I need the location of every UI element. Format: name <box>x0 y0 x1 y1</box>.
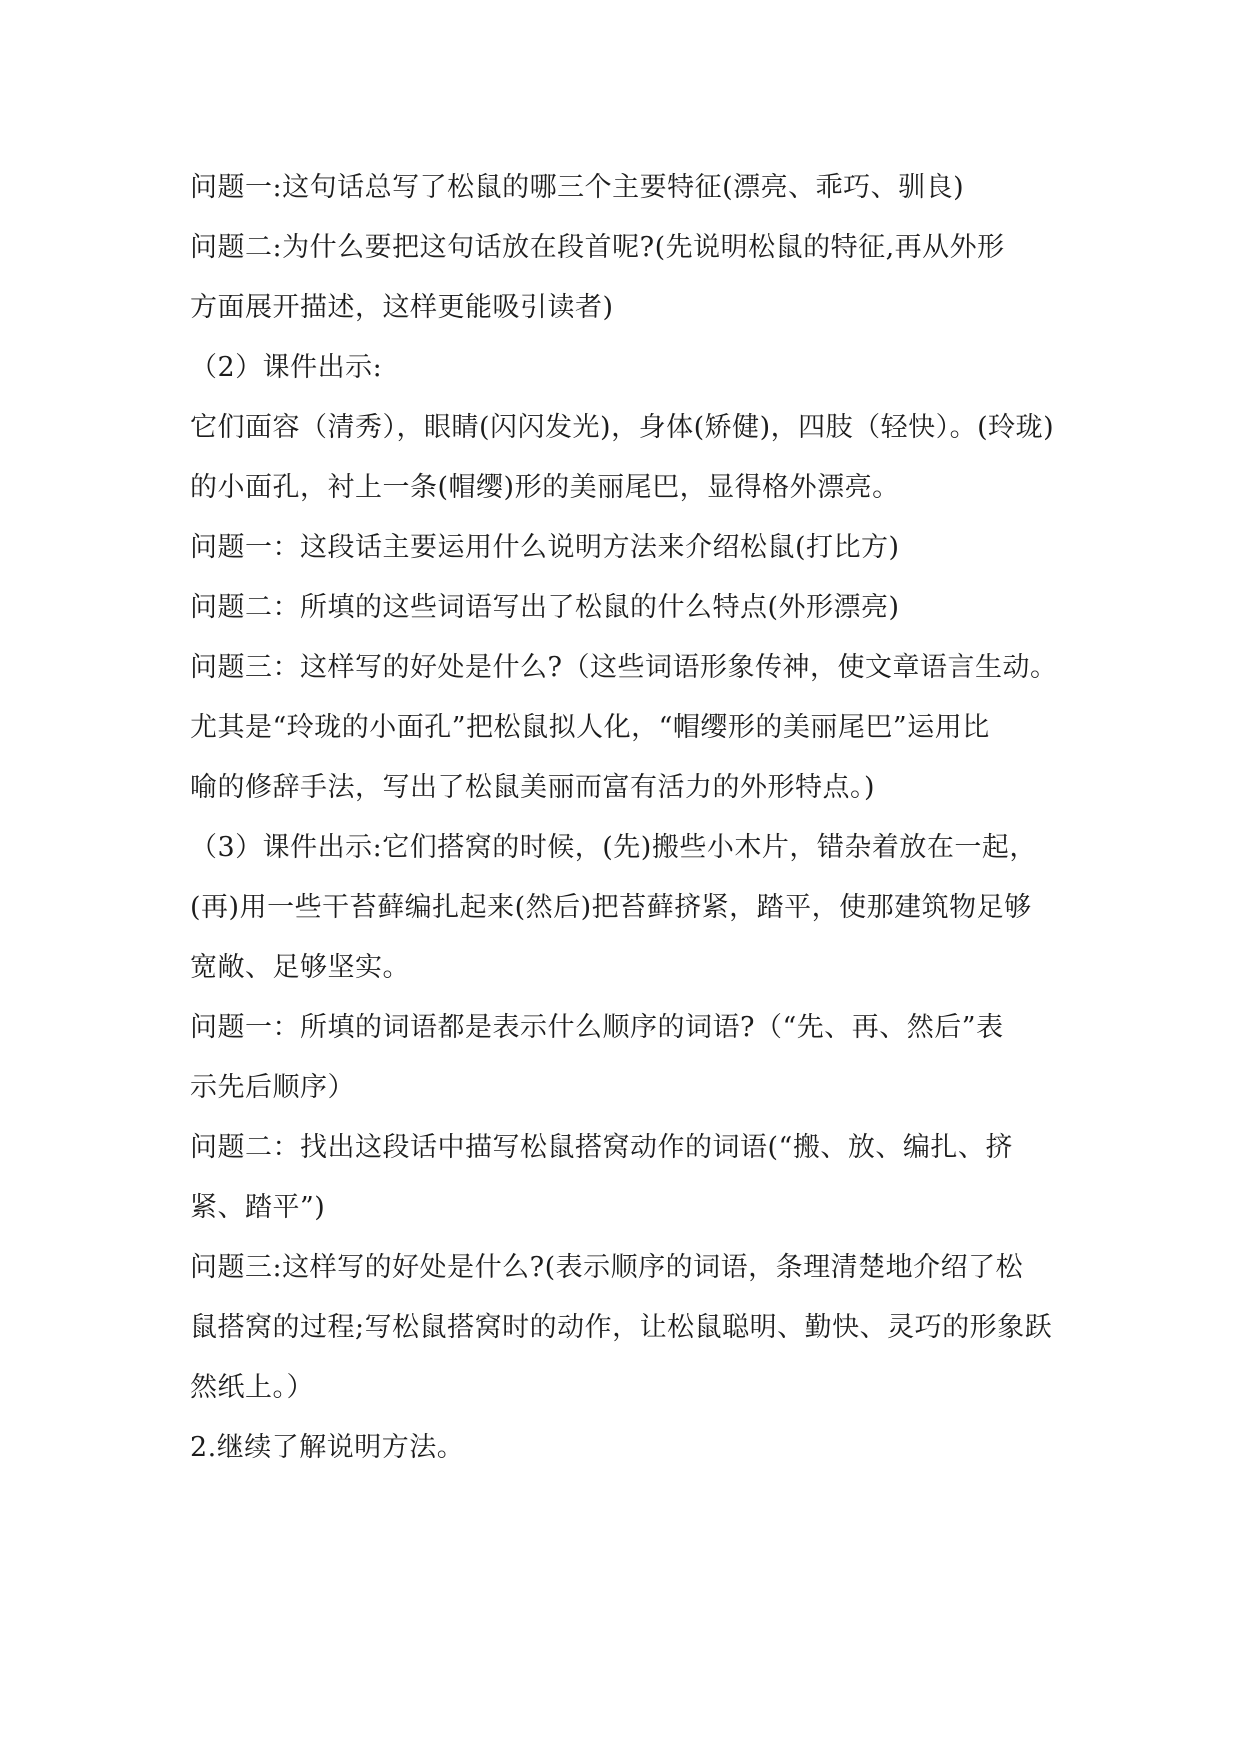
text-line: 然纸上。） <box>190 1372 314 1403</box>
text-line: 方面展开描述，这样更能吸引读者) <box>190 292 614 323</box>
text-line: 喻的修辞手法，写出了松鼠美丽而富有活力的外形特点。) <box>190 772 876 803</box>
text-line: 它们面容（清秀），眼睛(闪闪发光)，身体(矫健)，四肢（轻快）。(玲珑) <box>190 412 1055 443</box>
text-line: 2.继续了解说明方法。 <box>190 1432 465 1463</box>
text-line: 问题二：所填的这些词语写出了松鼠的什么特点(外形漂亮) <box>190 592 900 623</box>
text-line: 问题一:这句话总写了松鼠的哪三个主要特征(漂亮、乖巧、驯良) <box>190 172 965 203</box>
text-line: 鼠搭窝的过程;写松鼠搭窝时的动作，让松鼠聪明、勤快、灵巧的形象跃 <box>190 1312 1053 1343</box>
text-line: 示先后顺序） <box>190 1072 355 1103</box>
text-line: 问题一：所填的词语都是表示什么顺序的词语?（“先、再、然后”表 <box>190 1012 1004 1043</box>
text-line: 问题二：找出这段话中描写松鼠搭窝动作的词语(“搬、放、编扎、挤 <box>190 1132 1013 1163</box>
document-body <box>190 158 1070 1478</box>
text-line: 紧、踏平”) <box>190 1192 326 1223</box>
text-line: （2）课件出示: <box>190 352 383 383</box>
text-line: 问题一：这段话主要运用什么说明方法来介绍松鼠(打比方) <box>190 532 900 563</box>
text-line: 宽敞、足够坚实。 <box>190 952 410 983</box>
text-line: （3）课件出示:它们搭窝的时候，(先)搬些小木片，错杂着放在一起， <box>190 832 1037 863</box>
text-line: (再)用一些干苔藓编扎起来(然后)把苔藓挤紧，踏平，使那建筑物足够 <box>190 892 1032 923</box>
text-line: 的小面孔，衬上一条(帽缨)形的美丽尾巴，显得格外漂亮。 <box>190 472 900 503</box>
text-line: 问题三：这样写的好处是什么?（这些词语形象传神，使文章语言生动。 <box>190 652 1058 683</box>
text-line: 问题二:为什么要把这句话放在段首呢?(先说明松鼠的特征,再从外形 <box>190 232 1005 263</box>
text-line: 问题三:这样写的好处是什么?(表示顺序的词语，条理清楚地介绍了松 <box>190 1252 1024 1283</box>
text-line: 尤其是“玲珑的小面孔”把松鼠拟人化，“帽缨形的美丽尾巴”运用比 <box>190 712 990 743</box>
